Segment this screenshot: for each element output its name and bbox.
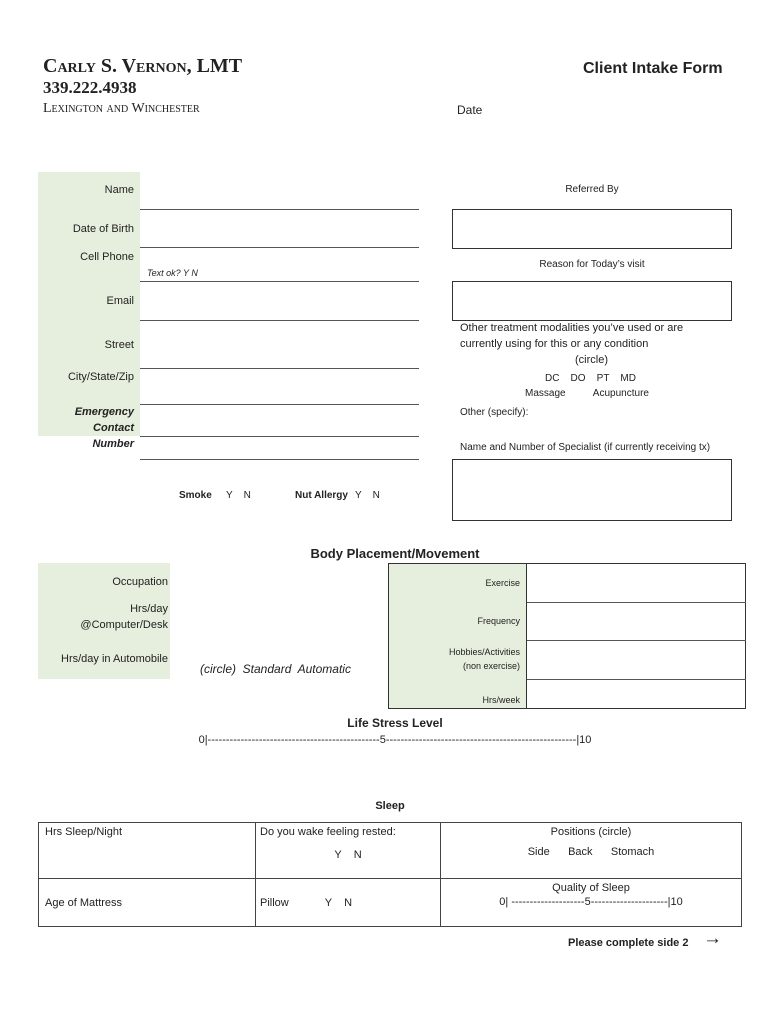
positions-options[interactable]: Side Back Stomach (527, 846, 655, 858)
hrs-automobile-label: Hrs/day in Automobile (61, 653, 168, 665)
body-placement-title: Body Placement/Movement (310, 546, 480, 561)
sleep-title: Sleep (375, 800, 405, 812)
emergency-line-2[interactable] (140, 459, 419, 460)
modality-options-1[interactable]: DC DO PT MD (545, 373, 636, 384)
quality-scale[interactable]: 0| --------------------5---------------------|10 (499, 896, 683, 908)
emergency-line-1[interactable] (140, 436, 419, 437)
wake-rested-label: Do you wake feeling rested: (260, 826, 396, 838)
name-label: Name (104, 184, 134, 196)
other-treatment-text-1: Other treatment modalities you’ve used or are (460, 322, 684, 334)
reason-label: Reason for Today’s visit (539, 259, 645, 270)
positions-label: Positions (circle) (550, 826, 632, 838)
frequency-label: Frequency (477, 616, 520, 626)
stress-scale[interactable]: 0|-----------------------------------------------5----------------------------------------------------|10 (198, 734, 592, 746)
hobbies-label-1: Hobbies/Activities (448, 647, 520, 657)
name-line[interactable] (140, 209, 419, 210)
city-state-zip-line[interactable] (140, 404, 419, 405)
nut-allergy-label: Nut Allergy (295, 490, 348, 501)
next-side-note: Please complete side 2 (568, 937, 689, 949)
email-line[interactable] (140, 320, 419, 321)
text-ok-option[interactable]: Text ok? Y N (147, 268, 198, 278)
exercise-label: Exercise (485, 578, 520, 588)
email-label: Email (106, 295, 134, 307)
hrs-day-label-1: Hrs/day (130, 603, 168, 615)
other-treatment-text-2: currently using for this or any condition (460, 338, 649, 350)
pillow-option[interactable]: Y N (324, 897, 353, 909)
practitioner-phone: 339.222.4938 (43, 78, 137, 97)
reason-box[interactable] (452, 281, 732, 321)
emergency-label-2: Contact (93, 422, 134, 434)
hrs-day-label-2: @Computer/Desk (80, 619, 168, 631)
specialist-box[interactable] (452, 459, 732, 521)
age-mattress-label: Age of Mattress (45, 897, 123, 909)
practice-locations: Lexington and Winchester (43, 101, 200, 116)
practitioner-name: Carly S. Vernon, LMT (43, 55, 243, 77)
referred-by-label: Referred By (565, 184, 619, 195)
wake-rested-option[interactable]: Y N (334, 849, 362, 861)
referred-by-box[interactable] (452, 209, 732, 249)
cell-phone-line[interactable] (140, 281, 419, 282)
hrs-sleep-label: Hrs Sleep/Night (45, 826, 123, 838)
sleep-table (38, 822, 742, 927)
hobbies-label-2: (non exercise) (462, 661, 520, 671)
hrs-sleep-cell[interactable] (39, 823, 256, 879)
nut-allergy-option[interactable]: Y N (355, 490, 380, 501)
street-label: Street (104, 339, 134, 351)
form-title: Client Intake Form (583, 60, 723, 77)
quality-label: Quality of Sleep (552, 882, 630, 894)
pillow-label: Pillow (260, 897, 289, 909)
smoke-label: Smoke (179, 490, 212, 501)
smoke-option[interactable]: Y N (226, 490, 251, 501)
dob-line[interactable] (140, 247, 419, 248)
arrow-right-icon: → (703, 928, 722, 949)
stress-title: Life Stress Level (347, 716, 443, 730)
exercise-input[interactable] (527, 564, 745, 601)
positions-cell[interactable] (441, 823, 742, 879)
transmission-option[interactable]: (circle) Standard Automatic (200, 662, 351, 676)
specialist-label: Name and Number of Specialist (if currently receiving tx) (460, 442, 711, 453)
modality-options-2[interactable]: Massage Acupuncture (525, 388, 649, 399)
dob-label: Date of Birth (72, 223, 134, 235)
date-label: Date (457, 103, 483, 117)
emergency-label-3: Number (92, 438, 134, 450)
other-specify-label: Other (specify): (460, 407, 529, 418)
pillow-cell[interactable] (256, 879, 441, 927)
hrs-week-input[interactable] (527, 680, 745, 708)
quality-cell[interactable] (441, 879, 742, 927)
hobbies-input[interactable] (527, 641, 745, 678)
city-state-zip-label: City/State/Zip (67, 371, 134, 383)
emergency-label-1: Emergency (74, 406, 134, 418)
cell-phone-label: Cell Phone (80, 251, 134, 263)
circle-instruction: (circle) (575, 354, 608, 366)
occupation-label: Occupation (112, 576, 168, 588)
hrs-week-label: Hrs/week (482, 695, 520, 705)
age-mattress-cell[interactable] (39, 879, 256, 927)
frequency-input[interactable] (527, 603, 745, 639)
wake-rested-cell[interactable] (256, 823, 441, 879)
street-line[interactable] (140, 368, 419, 369)
